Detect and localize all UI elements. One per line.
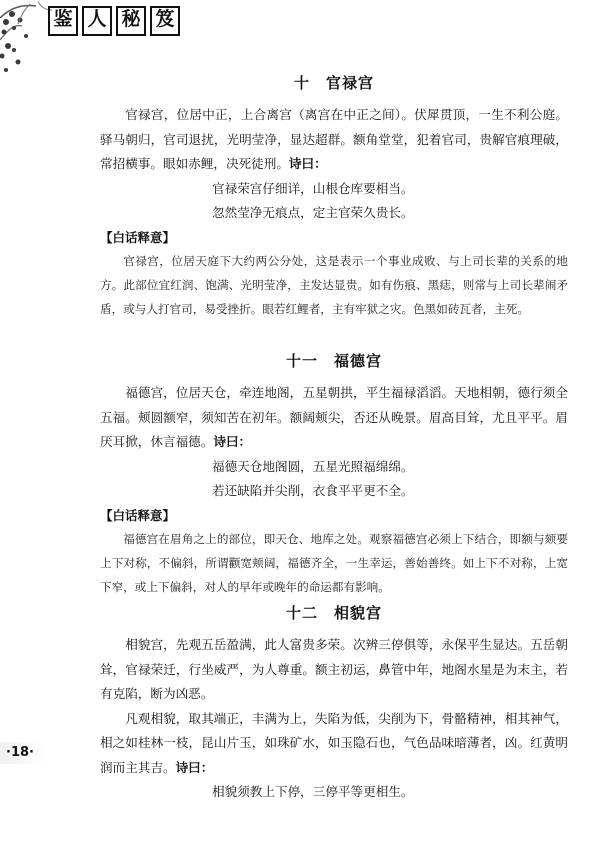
vernacular-text: 福德宫在眉角之上的部位，即天仓、地库之处。观察福德宫必须上下结合，即额与颏要上下对称，不偏斜，所谓颧宽颊阔，福德齐全，一生幸运，善始善终。如上下不对称，上宽下窄，或上下偏斜，对人的早年或晚年的命运都有影响。 <box>100 531 568 594</box>
section-body: 相貌宫，先观五岳盈满，此人富贵多荣。次辨三停俱等，永保平生显达。五岳朝耸，官禄荣迁，行坐威严，为人尊重。额主初运，鼻管中年，地阁水星是为末主，若有克陷，断为凶恶。 <box>100 637 568 701</box>
poem-line: 官禄荣宫仔细详，山根仓库要相当。 <box>212 180 414 196</box>
section-number: 十二 <box>285 604 318 622</box>
poem-lead: 诗曰： <box>288 156 327 171</box>
section-heading <box>100 350 568 371</box>
section-fude <box>100 350 568 599</box>
section-guanlu <box>100 72 568 321</box>
poem <box>100 780 568 804</box>
poem-line: 若还缺陷并尖削，衣食平平更不全。 <box>212 482 414 498</box>
section-xiangmao <box>100 602 568 804</box>
section-body <box>100 381 568 455</box>
section-title: 福德宫 <box>334 352 383 370</box>
poem-lead: 诗曰： <box>213 434 252 449</box>
vernacular-label: 【白话释意】 <box>100 229 176 245</box>
book-title-char: 人 <box>82 6 112 36</box>
page-number: ·18· <box>6 745 34 760</box>
section-number: 十 <box>293 74 310 92</box>
vernacular-text: 官禄宫，位居天庭下大约两公分处，这是表示一个事业成败、与上司长辈的关系的地方。此部位宜红润、饱满、光明莹净，主发达显贵。如有伤痕、黑痣，则常与上司长辈闹矛盾，或与人打官司，易受挫折。眼若红鲤者，主有牢狱之灾。色黑如砖瓦者，主死。 <box>100 253 568 316</box>
section-title: 相貌宫 <box>334 604 383 622</box>
vernacular-label: 【白话释意】 <box>100 507 176 523</box>
section-number: 十一 <box>285 352 318 370</box>
section-body-text: 官禄宫，位居中正，上合离宫（离宫在中正之间）。伏犀贯顶，一生不利公庭。驿马朝归，官司退扰，光明莹净，显达超群。额角堂堂，犯着官司，贵解官痕理破，常招横事。眼如赤鲤，决死徒刑。 <box>100 107 568 171</box>
book-title-char: 鉴 <box>48 6 78 36</box>
section-body <box>100 103 568 177</box>
book-title-char: 笈 <box>150 6 180 36</box>
poem <box>100 455 568 503</box>
section-body-text: 福德宫，位居天仓，牵连地阁，五星朝拱，平生福禄滔滔。天地相朝，德行须全五福。颊圆额窄，须知苦在初年。额阔颊尖，否还从晚景。眉高目耸，尤且平平。眉厌耳掀，休言福德。 <box>100 385 568 449</box>
section-heading <box>100 72 568 93</box>
poem-lead: 诗曰： <box>175 759 214 775</box>
poem-line: 忽然莹净无痕点，定主官荣久贵长。 <box>212 204 414 220</box>
section-body-text: 凡观相貌，取其端正，丰满为上，失陷为低，尖削为下，骨骼精神，相其神气，相之如桂林一枝，昆山片玉，如珠矿水，如玉隐石也，气色品味暗薄者，凶。红黄明润而主其吉。 <box>100 710 568 775</box>
section-heading <box>100 602 568 623</box>
poem-line: 相貌须教上下停，三停平等更相生。 <box>212 784 414 799</box>
poem-line: 福德天仓地阁圆，五星光照福绵绵。 <box>212 458 414 474</box>
book-title-char: 秘 <box>116 6 146 36</box>
section-body <box>100 707 568 781</box>
section-title: 官禄宫 <box>326 74 375 92</box>
book-title <box>48 6 180 36</box>
poem <box>100 177 568 225</box>
